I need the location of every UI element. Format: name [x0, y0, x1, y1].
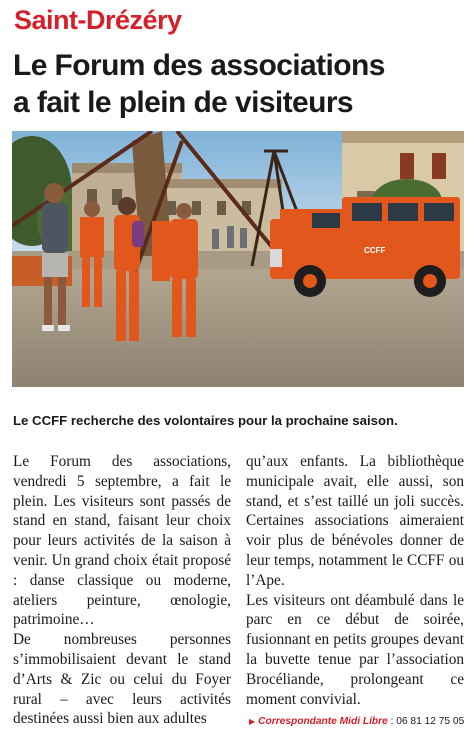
article-kicker: Saint-Drézéry [14, 5, 182, 35]
headline-line-2: a fait le plein de visiteurs [13, 86, 353, 119]
article-column-right [246, 452, 464, 709]
credit-phone: : 06 81 12 75 05 [387, 716, 465, 727]
article-photo [12, 131, 464, 387]
article-column-left [13, 452, 231, 729]
photo-caption: Le CCFF recherche des volontaires pour la prochaine saison. [13, 413, 398, 428]
paragraph: Le Forum des associations, vendredi 5 septembre, a fait le plein. Les visiteurs sont passés de stand en stand, faisant leur choix pour leurs activités de la saison à venir. Un grand choix était proposé : danse classique ou moderne, ateliers peinture, œnologie, patrimoine… [13, 453, 231, 629]
triangle-right-icon: ▶ [249, 717, 256, 726]
credit-label: Correspondante Midi Libre [258, 716, 388, 727]
author-credit [249, 716, 464, 727]
vehicle-marking: CCFF [364, 246, 386, 255]
paragraph: Les visiteurs ont déambulé dans le parc en ce début de soirée, fusionnant en petits groupes devant la buvette tenue par l’association Brocéliande, prolongeant ce moment convivial. [246, 591, 464, 708]
article-headline [13, 47, 463, 121]
paragraph: qu’aux enfants. La bibliothèque municipale avait, elle aussi, son stand, et s’est taillé un joli succès. Certaines associations aimeraient voir plus de bénévoles donner de leur temps, notamment le CCFF ou l’Ape. [246, 453, 464, 589]
paragraph: De nombreuses personnes s’immobilisaient devant le stand d’Arts & Zic ou celui du Foyer rural – avec leurs activités destinées aussi bien aux adultes [13, 631, 231, 728]
headline-line-1: Le Forum des associations [13, 49, 385, 82]
